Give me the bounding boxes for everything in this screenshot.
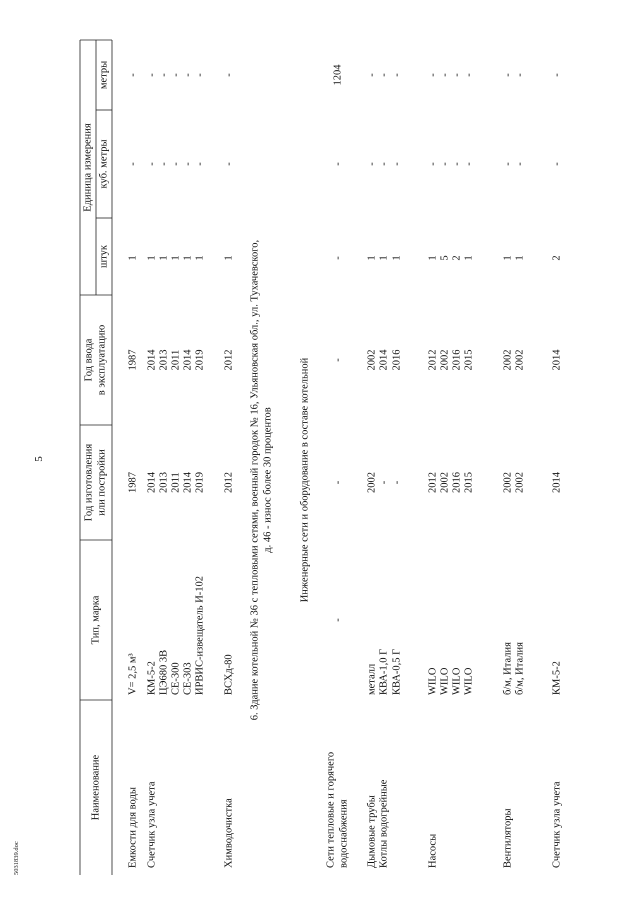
g2-row3-year-made: - [391, 480, 403, 485]
g2-row1-meters: - [366, 73, 378, 77]
g1-row3-year-made: 2011 [170, 472, 182, 493]
section-heading-line1: 6. Здание котельной № 36 с тепловыми сетями, военный городок № 16, Ульяновская обл., ул. Тухачевского, [249, 239, 261, 721]
g1-row1-type: КМ-5-2 [146, 661, 158, 695]
g2-row9-type: б/м, Италия [514, 642, 526, 695]
g2-row1-type: металл [366, 663, 378, 695]
g2-row5-year-commission: 2002 [439, 349, 451, 371]
g2-row0-name-1: Сети тепловые и горячего [325, 751, 337, 868]
header-name: Наименование [90, 754, 102, 821]
g2-row4-year-commission: 2012 [427, 349, 439, 371]
g1-row2-cubic: - [158, 162, 170, 166]
g2-row1-cubic: - [366, 162, 378, 166]
g2-row5-cubic: - [439, 162, 451, 166]
g2-row5-pcs: 5 [439, 255, 451, 261]
g2-row6-year-made: 2016 [451, 472, 463, 493]
g1-row6-year-commission: 2012 [223, 349, 235, 371]
g2-row8-type: б/м, Италия [502, 642, 514, 695]
g2-row6-meters: - [451, 73, 463, 77]
g2-row0-pcs: - [332, 256, 344, 260]
g2-row7-year-made: 2015 [463, 472, 475, 493]
g2-row2-year-commission: 2014 [378, 349, 390, 371]
section-heading-line2: д. 46 - износ более 30 процентов [262, 407, 274, 553]
g2-row9-pcs: 1 [514, 255, 526, 261]
footer-filename: 5031839.doc [13, 841, 20, 875]
g2-row10-pcs: 2 [551, 255, 563, 261]
g1-row3-cubic: - [170, 162, 182, 166]
g1-row5-cubic: - [194, 162, 206, 166]
g2-row2-cubic: - [378, 162, 390, 166]
g2-row2-meters: - [378, 73, 390, 77]
header-year-made-2: или постройки [96, 449, 108, 516]
header-year-made-1: Год изготовления [83, 443, 95, 522]
g2-row2-pcs: 1 [378, 255, 390, 261]
header-pcs: штук [98, 245, 110, 268]
g1-row4-type: СЕ-303 [182, 662, 194, 695]
g1-row1-cubic: - [146, 162, 158, 166]
g2-row7-cubic: - [463, 162, 475, 166]
g1-row2-meters: - [158, 73, 170, 77]
g2-row2-name: Котлы водогрейные [378, 779, 390, 868]
g2-row1-pcs: 1 [366, 255, 378, 261]
g2-row3-year-commission: 2016 [391, 349, 403, 371]
g1-row5-pcs: 1 [194, 255, 206, 261]
g1-row3-type: СЕ-300 [170, 662, 182, 695]
g1-row3-meters: - [170, 73, 182, 77]
header-type: Тип, марка [90, 595, 102, 645]
g2-row6-type: WILO [451, 667, 463, 695]
g1-row0-year-made: 1987 [127, 472, 139, 493]
g1-row2-year-made: 2013 [158, 472, 170, 493]
g2-row0-cubic: - [332, 162, 344, 166]
g1-row5-year-commission: 2019 [194, 349, 206, 371]
header-year-commission-1: Год ввода [83, 338, 95, 382]
g1-row6-cubic: - [223, 162, 235, 166]
g2-row0-meters: 1204 [332, 64, 344, 86]
page-number: 5 [32, 456, 45, 462]
g1-row4-year-made: 2014 [182, 472, 194, 493]
g2-row9-year-made: 2002 [514, 472, 526, 493]
g1-row0-cubic: - [127, 162, 139, 166]
g2-row0-type: - [332, 618, 344, 622]
g1-row4-cubic: - [182, 162, 194, 166]
subsection-heading: Инженерные сети и оборудование в составе котельной [299, 357, 311, 603]
g2-row7-type: WILO [463, 667, 475, 695]
g1-row3-year-commission: 2011 [170, 349, 182, 371]
g2-row0-year-made: - [332, 480, 344, 485]
header-unit-group: Единица измерения [82, 123, 94, 212]
g2-row6-pcs: 2 [451, 255, 463, 261]
g1-row2-type: ЦЭ680 3В [158, 649, 170, 695]
g2-row2-type: КВА-1,0 Г [378, 648, 390, 695]
g2-row8-meters: - [502, 73, 514, 77]
g2-row5-type: WILO [439, 667, 451, 695]
g1-row5-type: ИРВИС-извещатель И-102 [194, 575, 206, 695]
g2-row8-name: Вентиляторы [502, 808, 514, 868]
g2-row7-meters: - [463, 73, 475, 77]
g2-row8-cubic: - [502, 162, 514, 166]
g2-row4-meters: - [427, 73, 439, 77]
g2-row2-year-made: - [378, 480, 390, 485]
header-cubic: куб. метры [98, 139, 110, 189]
g1-row4-pcs: 1 [182, 255, 194, 261]
g2-row1-year-made: 2002 [366, 472, 378, 493]
g2-row1-year-commission: 2002 [366, 349, 378, 371]
g1-row2-pcs: 1 [158, 255, 170, 261]
g1-row6-type: ВСХд-80 [223, 654, 235, 695]
g2-row10-name: Счетчик узла учета [551, 781, 563, 868]
g1-row6-year-made: 2012 [223, 472, 235, 493]
g2-row9-cubic: - [514, 162, 526, 166]
g2-row3-pcs: 1 [391, 255, 403, 261]
g1-row5-meters: - [194, 73, 206, 77]
g2-row9-year-commission: 2002 [514, 349, 526, 371]
g2-row7-pcs: 1 [463, 255, 475, 261]
g2-row10-cubic: - [551, 162, 563, 166]
g2-row7-year-commission: 2015 [463, 349, 475, 371]
g1-row4-year-commission: 2014 [182, 349, 194, 371]
g2-row10-meters: - [551, 73, 563, 77]
g2-row8-pcs: 1 [502, 255, 514, 261]
g1-row6-meters: - [223, 73, 235, 77]
g2-row10-type: КМ-5-2 [551, 661, 563, 695]
g2-row6-year-commission: 2016 [451, 349, 463, 371]
g2-row5-year-made: 2002 [439, 472, 451, 493]
g2-row3-meters: - [391, 73, 403, 77]
g2-row6-cubic: - [451, 162, 463, 166]
g2-row10-year-made: 2014 [551, 472, 563, 493]
g1-row3-pcs: 1 [170, 255, 182, 261]
g1-row1-pcs: 1 [146, 255, 158, 261]
g2-row5-meters: - [439, 73, 451, 77]
header-year-commission-2: в эксплуатацию [96, 324, 108, 396]
g2-row4-year-made: 2012 [427, 472, 439, 493]
g2-row4-pcs: 1 [427, 255, 439, 261]
g1-row0-type: V= 2,5 м³ [127, 653, 139, 695]
g2-row3-cubic: - [391, 162, 403, 166]
g1-row0-pcs: 1 [127, 255, 139, 261]
g1-row4-meters: - [182, 73, 194, 77]
g2-row8-year-commission: 2002 [502, 349, 514, 371]
g1-row5-year-made: 2019 [194, 472, 206, 493]
g2-row10-year-commission: 2014 [551, 349, 563, 371]
g1-row6-pcs: 1 [223, 255, 235, 261]
g1-row1-meters: - [146, 73, 158, 77]
g2-row1-name: Дымовые трубы [366, 795, 378, 868]
g1-row2-year-commission: 2013 [158, 349, 170, 371]
g1-row1-name: Счетчик узла учета [146, 781, 158, 868]
g2-row3-type: КВА-0,5 Г [391, 648, 403, 695]
g1-row1-year-commission: 2014 [146, 349, 158, 371]
g2-row9-meters: - [514, 73, 526, 77]
g1-row6-name: Химводочистка [223, 798, 235, 868]
g1-row0-year-commission: 1987 [127, 349, 139, 371]
g2-row4-type: WILO [427, 667, 439, 695]
g2-row4-name: Насосы [427, 833, 439, 868]
g1-row0-meters: - [127, 73, 139, 77]
g1-row0-name: Емкости для воды [127, 787, 139, 868]
header-meters: метры [98, 60, 110, 90]
g2-row0-name-2: водоснабжения [338, 799, 350, 868]
g2-row8-year-made: 2002 [502, 472, 514, 493]
g2-row0-year-commission: - [332, 358, 344, 362]
g2-row4-cubic: - [427, 162, 439, 166]
g1-row1-year-made: 2014 [146, 472, 158, 493]
